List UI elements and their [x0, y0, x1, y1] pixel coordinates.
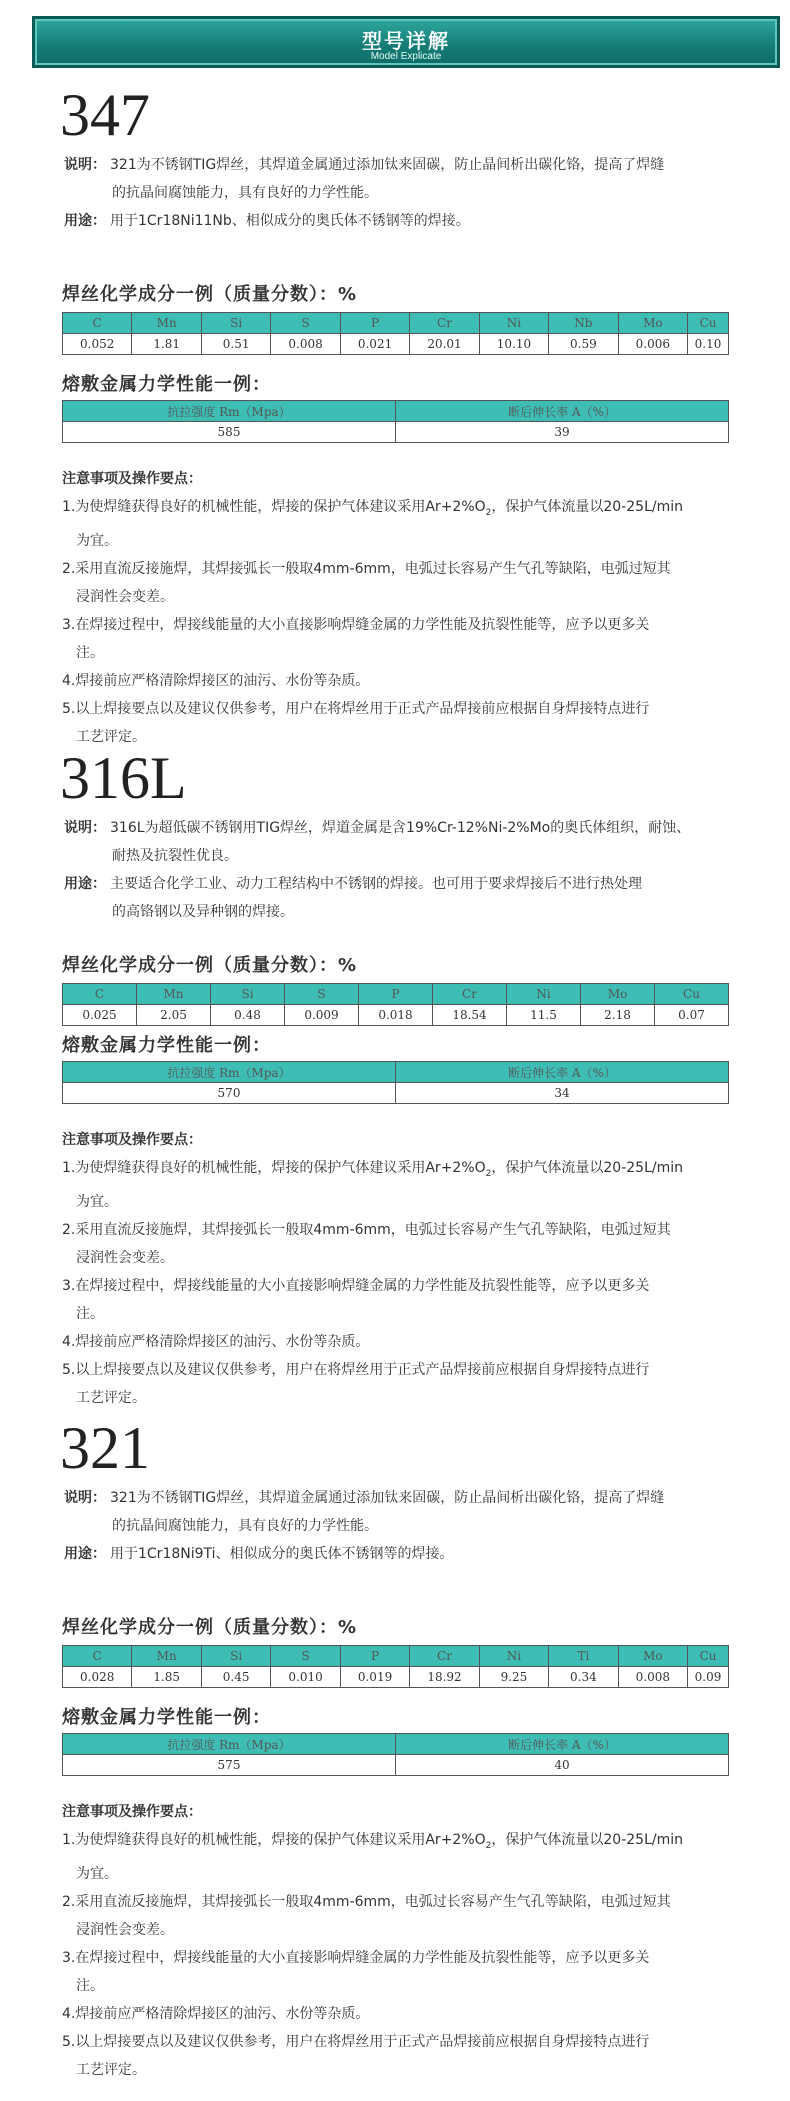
chem-value-cell: 0.025: [63, 1005, 137, 1026]
use-key: 用途：: [64, 1546, 106, 1562]
note-text: 5.以上焊接要点以及建议仅供参考，用户在将焊丝用于正式产品焊接前应根据自身焊接特点进行: [62, 2033, 650, 2050]
note-text-line2: 为宜。: [76, 532, 118, 549]
chem-header-cell: Cu: [688, 313, 729, 334]
chem-value-cell: 0.018: [359, 1005, 433, 1026]
mech-heading: 熔敷金属力学性能一例：: [62, 374, 271, 395]
chem-value-cell: 10.10: [479, 334, 548, 355]
chem-header-cell: C: [63, 313, 132, 334]
note-text-line2: 工艺评定。: [76, 728, 146, 745]
chem-header-cell: Si: [211, 984, 285, 1005]
chem-value-cell: 0.006: [618, 334, 687, 355]
mech-table: [62, 1733, 729, 1776]
note-subscript: 2: [485, 507, 492, 518]
model-name: 321: [60, 1415, 150, 1481]
chem-header-cell: S: [285, 984, 359, 1005]
mech-value-cell: 585: [63, 422, 396, 443]
chem-value-cell: 0.010: [271, 1667, 340, 1688]
chem-heading: 焊丝化学成分一例（质量分数）：%: [62, 955, 358, 976]
note-text: 4.焊接前应严格清除焊接区的油污、水份等杂质。: [62, 672, 370, 689]
banner-title: 型号详解: [362, 29, 450, 53]
chem-header-cell: P: [359, 984, 433, 1005]
use-line1: 主要适合化学工业、动力工程结构中不锈钢的焊接。也可用于要求焊接后不进行热处理: [110, 876, 642, 892]
note-item: [62, 1272, 752, 1328]
chem-header-cell: Ni: [479, 313, 548, 334]
chem-value-cell: 2.18: [581, 1005, 655, 1026]
chem-header-cell: Cr: [433, 984, 507, 1005]
chem-value-cell: 0.51: [201, 334, 270, 355]
chem-value-cell: 0.052: [63, 334, 132, 355]
mech-value-row: [63, 1755, 729, 1776]
chem-value-cell: 11.5: [507, 1005, 581, 1026]
note-text-line2: 浸润性会变差。: [76, 588, 174, 605]
desc-key: 说明：: [64, 1490, 106, 1506]
note-text: 1.为使焊缝获得良好的机械性能，焊接的保护气体建议采用Ar+2%O: [62, 1160, 486, 1176]
use-line2: 的高铬钢以及异种钢的焊接。: [112, 904, 294, 920]
chem-value-cell: 0.09: [688, 1667, 729, 1688]
chem-value-row: [63, 1667, 729, 1688]
desc-key: 说明：: [64, 157, 106, 173]
chem-header-cell: Cr: [410, 313, 479, 334]
chem-header-cell: C: [63, 1646, 132, 1667]
chem-header-cell: Mo: [581, 984, 655, 1005]
chem-header-row: [63, 313, 729, 334]
desc-line2: 的抗晶间腐蚀能力，具有良好的力学性能。: [112, 1518, 378, 1534]
mech-value-cell: 34: [396, 1083, 729, 1104]
note-text-line2: 工艺评定。: [76, 2061, 146, 2078]
chem-header-cell: Mn: [132, 313, 201, 334]
chem-value-row: [63, 334, 729, 355]
chem-value-cell: 0.008: [271, 334, 340, 355]
chem-header-cell: Mn: [137, 984, 211, 1005]
mech-heading: 熔敷金属力学性能一例：: [62, 1035, 271, 1056]
note-item: [62, 2028, 752, 2084]
model-description: [64, 1484, 744, 1568]
chem-value-cell: 0.008: [618, 1667, 687, 1688]
chem-header-cell: Mo: [618, 1646, 687, 1667]
desc-line1: 321为不锈钢TIG焊丝，其焊道金属通过添加钛来固碳，防止晶间析出碳化铬，提高了焊缝: [110, 157, 665, 173]
note-text: 4.焊接前应严格清除焊接区的油污、水份等杂质。: [62, 1333, 370, 1350]
note-text-line2: 工艺评定。: [76, 1389, 146, 1406]
note-text: 3.在焊接过程中，焊接线能量的大小直接影响焊缝金属的力学性能及抗裂性能等，应予以更多关: [62, 1949, 650, 1966]
mech-value-row: [63, 1083, 729, 1104]
notes-block: [62, 1126, 752, 1412]
mech-value-cell: 570: [63, 1083, 396, 1104]
note-text: 1.为使焊缝获得良好的机械性能，焊接的保护气体建议采用Ar+2%O: [62, 499, 486, 515]
note-text-line2: 注。: [76, 1305, 104, 1322]
chem-value-cell: 9.25: [479, 1667, 548, 1688]
chem-header-cell: P: [340, 1646, 409, 1667]
note-item: [62, 1216, 752, 1272]
note-text-cont: ，保护气体流量以20-25L/min: [491, 1832, 683, 1848]
use-line1: 用于1Cr18Ni9Ti、相似成分的奥氏体不锈钢等的焊接。: [110, 1546, 454, 1562]
mech-value-row: [63, 422, 729, 443]
chem-value-cell: 18.92: [410, 1667, 479, 1688]
chem-header-cell: Mo: [618, 313, 687, 334]
note-text-line2: 浸润性会变差。: [76, 1921, 174, 1938]
chem-value-cell: 0.45: [201, 1667, 270, 1688]
chem-value-cell: 0.59: [549, 334, 618, 355]
chem-header-cell: Cu: [655, 984, 729, 1005]
notes-title: 注意事项及操作要点：: [62, 471, 202, 487]
desc-key: 说明：: [64, 820, 106, 836]
chem-header-cell: Si: [201, 1646, 270, 1667]
chem-table: [62, 983, 729, 1026]
chem-header-cell: Cu: [688, 1646, 729, 1667]
mech-header-row: [63, 1734, 729, 1755]
use-key: 用途：: [64, 213, 106, 229]
note-text: 3.在焊接过程中，焊接线能量的大小直接影响焊缝金属的力学性能及抗裂性能等，应予以更多关: [62, 616, 650, 633]
mech-table: [62, 400, 729, 443]
chem-header-cell: Ni: [479, 1646, 548, 1667]
chem-value-cell: 0.34: [549, 1667, 618, 1688]
notes-title: 注意事项及操作要点：: [62, 1804, 202, 1820]
chem-header-cell: Mn: [132, 1646, 201, 1667]
note-item: [62, 667, 752, 695]
chem-heading: 焊丝化学成分一例（质量分数）：%: [62, 1617, 358, 1638]
model-name: 347: [60, 82, 150, 148]
notes-title: 注意事项及操作要点：: [62, 1132, 202, 1148]
chem-header-cell: S: [271, 1646, 340, 1667]
chem-value-cell: 0.48: [211, 1005, 285, 1026]
chem-header-cell: Si: [201, 313, 270, 334]
note-text: 5.以上焊接要点以及建议仅供参考，用户在将焊丝用于正式产品焊接前应根据自身焊接特点进行: [62, 1361, 650, 1378]
note-item: [62, 1826, 752, 1888]
mech-header-cell: 抗拉强度 Rm（Mpa）: [63, 401, 396, 422]
chem-value-cell: 0.021: [340, 334, 409, 355]
chem-header-cell: P: [340, 313, 409, 334]
chem-header-cell: Ni: [507, 984, 581, 1005]
note-text-line2: 注。: [76, 644, 104, 661]
chem-table: [62, 1645, 729, 1688]
note-item: [62, 1154, 752, 1216]
use-line1: 用于1Cr18Ni11Nb、相似成分的奥氏体不锈钢等的焊接。: [110, 213, 470, 229]
note-text: 2.采用直流反接施焊，其焊接弧长一般取4mm-6mm，电弧过长容易产生气孔等缺陷，电弧过短其: [62, 1221, 671, 1238]
note-item: [62, 493, 752, 555]
chem-value-cell: 0.028: [63, 1667, 132, 1688]
note-item: [62, 555, 752, 611]
desc-line1: 321为不锈钢TIG焊丝，其焊道金属通过添加钛来固碳，防止晶间析出碳化铬，提高了焊缝: [110, 1490, 665, 1506]
chem-header-cell: Ti: [549, 1646, 618, 1667]
chem-value-cell: 0.10: [688, 334, 729, 355]
model-description: [64, 814, 744, 926]
chem-value-cell: 2.05: [137, 1005, 211, 1026]
mech-table: [62, 1061, 729, 1104]
note-text: 4.焊接前应严格清除焊接区的油污、水份等杂质。: [62, 2005, 370, 2022]
banner-subtitle: Model Explicate: [370, 51, 442, 62]
model-description: [64, 151, 744, 235]
chem-table: [62, 312, 729, 355]
note-text: 5.以上焊接要点以及建议仅供参考，用户在将焊丝用于正式产品焊接前应根据自身焊接特点进行: [62, 700, 650, 717]
header-banner: [32, 16, 780, 68]
note-subscript: 2: [485, 1840, 492, 1851]
note-item: [62, 1888, 752, 1944]
mech-header-cell: 断后伸长率 A（%）: [396, 1734, 729, 1755]
desc-line2: 耐热及抗裂性优良。: [112, 848, 238, 864]
mech-value-cell: 40: [396, 1755, 729, 1776]
mech-header-cell: 断后伸长率 A（%）: [396, 1062, 729, 1083]
note-text-cont: ，保护气体流量以20-25L/min: [491, 1160, 683, 1176]
note-item: [62, 1328, 752, 1356]
mech-value-cell: 575: [63, 1755, 396, 1776]
use-key: 用途：: [64, 876, 106, 892]
note-item: [62, 1944, 752, 2000]
chem-header-row: [63, 1646, 729, 1667]
chem-header-cell: Cr: [410, 1646, 479, 1667]
chem-heading: 焊丝化学成分一例（质量分数）：%: [62, 284, 358, 305]
chem-value-cell: 1.81: [132, 334, 201, 355]
mech-header-row: [63, 401, 729, 422]
note-text-line2: 注。: [76, 1977, 104, 1994]
note-text-line2: 为宜。: [76, 1193, 118, 1210]
chem-value-cell: 0.07: [655, 1005, 729, 1026]
mech-header-row: [63, 1062, 729, 1083]
note-text-cont: ，保护气体流量以20-25L/min: [491, 499, 683, 515]
note-text-line2: 浸润性会变差。: [76, 1249, 174, 1266]
note-item: [62, 695, 752, 751]
chem-header-cell: S: [271, 313, 340, 334]
mech-header-cell: 抗拉强度 Rm（Mpa）: [63, 1062, 396, 1083]
note-subscript: 2: [485, 1168, 492, 1179]
note-text: 3.在焊接过程中，焊接线能量的大小直接影响焊缝金属的力学性能及抗裂性能等，应予以更多关: [62, 1277, 650, 1294]
note-text: 1.为使焊缝获得良好的机械性能，焊接的保护气体建议采用Ar+2%O: [62, 1832, 486, 1848]
note-item: [62, 2000, 752, 2028]
desc-line2: 的抗晶间腐蚀能力，具有良好的力学性能。: [112, 185, 378, 201]
note-item: [62, 611, 752, 667]
mech-header-cell: 断后伸长率 A（%）: [396, 401, 729, 422]
notes-block: [62, 1798, 752, 2084]
mech-value-cell: 39: [396, 422, 729, 443]
chem-value-cell: 18.54: [433, 1005, 507, 1026]
model-name: 316L: [60, 745, 187, 811]
chem-value-row: [63, 1005, 729, 1026]
chem-value-cell: 20.01: [410, 334, 479, 355]
note-text: 2.采用直流反接施焊，其焊接弧长一般取4mm-6mm，电弧过长容易产生气孔等缺陷，电弧过短其: [62, 1893, 671, 1910]
note-text-line2: 为宜。: [76, 1865, 118, 1882]
chem-value-cell: 0.019: [340, 1667, 409, 1688]
note-text: 2.采用直流反接施焊，其焊接弧长一般取4mm-6mm，电弧过长容易产生气孔等缺陷，电弧过短其: [62, 560, 671, 577]
desc-line1: 316L为超低碳不锈钢用TIG焊丝，焊道金属是含19%Cr-12%Ni-2%Mo的奥氏体组织，耐蚀、: [110, 820, 691, 836]
chem-header-cell: Nb: [549, 313, 618, 334]
mech-heading: 熔敷金属力学性能一例：: [62, 1707, 271, 1728]
chem-value-cell: 1.85: [132, 1667, 201, 1688]
note-item: [62, 1356, 752, 1412]
chem-value-cell: 0.009: [285, 1005, 359, 1026]
notes-block: [62, 465, 752, 751]
chem-header-cell: C: [63, 984, 137, 1005]
mech-header-cell: 抗拉强度 Rm（Mpa）: [63, 1734, 396, 1755]
chem-header-row: [63, 984, 729, 1005]
